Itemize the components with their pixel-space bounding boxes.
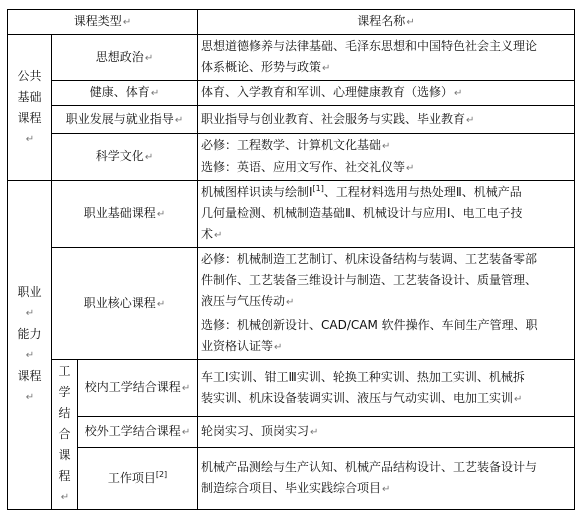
- course-name-cell: 车工Ⅰ实训、钳工Ⅲ实训、轮换工种实训、热加工实训、机械拆 装实训、机床设备装调实训、液压与气动实训、电加工实训↵: [198, 360, 575, 417]
- course-name-cell: 职业指导与创业教育、社会服务与实践、毕业教育↵: [198, 106, 575, 134]
- course-name-cell: 轮岗实习、顶岗实习↵: [198, 417, 575, 448]
- course-name-cell: 必修：机械制造工艺制订、机床设备结构与装调、工艺装备零部 件制作、工艺装备三维设计与制造、工艺装备设计、质量管理、 液压与气压传动↵ 选修：机械创新设计、CAD/CAM 软件操作、车间生产管理、职 业资格认证等↵: [198, 248, 575, 360]
- table-row: [8, 248, 575, 360]
- header-course-type: 课程类型↵: [8, 10, 198, 35]
- course-type-cell: 职业发展与就业指导↵: [52, 106, 198, 134]
- table-row: [8, 106, 575, 134]
- table-row: [8, 448, 575, 510]
- course-name-cell: 体育、入学教育和军训、心理健康教育（选修）↵: [198, 81, 575, 106]
- table-row: [8, 81, 575, 106]
- table-row: [8, 35, 575, 81]
- course-type-cell: 健康、体育↵: [52, 81, 198, 106]
- course-table-container: [7, 9, 575, 510]
- table-row: [8, 417, 575, 448]
- course-name-cell: 必修：工程数学、计算机文化基础↵ 选修：英语、应用文写作、社交礼仪等↵: [198, 134, 575, 181]
- vocational-category-label: 职业 ↵ 能力 ↵ 课程 ↵: [8, 181, 52, 510]
- course-type-cell: 校外工学结合课程↵: [78, 417, 198, 448]
- course-name-cell: 思想道德修养与法律基础、毛泽东思想和中国特色社会主义理论 体系概论、形势与政策↵: [198, 35, 575, 81]
- work-study-label: 工 学 结 合 课 程 ↵: [52, 360, 78, 510]
- course-type-cell: 职业核心课程↵: [52, 248, 198, 360]
- course-table: [7, 9, 575, 510]
- course-type-cell: 工作项目[2]: [78, 448, 198, 510]
- course-type-cell: 职业基础课程↵: [52, 181, 198, 248]
- footnote-marker: [1]: [312, 184, 324, 193]
- table-header-row: [8, 10, 575, 35]
- header-course-name: 课程名称↵: [198, 10, 575, 35]
- course-type-cell: 校内工学结合课程↵: [78, 360, 198, 417]
- course-type-cell: 思想政治↵: [52, 35, 198, 81]
- table-row: [8, 181, 575, 248]
- table-row: [8, 360, 575, 417]
- table-row: [8, 134, 575, 181]
- course-name-cell: 机械产品测绘与生产认知、机械产品结构设计、工艺装备设计与 制造综合项目、毕业实践综合项目↵: [198, 448, 575, 510]
- public-category-label: 公共 基础 课程 ↵: [8, 35, 52, 181]
- course-name-cell: 机械图样识读与绘制Ⅰ[1]、工程材料选用与热处理Ⅱ、机械产品 几何量检测、机械制造基础Ⅱ、机械设计与应用Ⅰ、电工电子技 术↵: [198, 181, 575, 248]
- footnote-marker: [2]: [155, 470, 168, 479]
- course-type-cell: 科学文化↵: [52, 134, 198, 181]
